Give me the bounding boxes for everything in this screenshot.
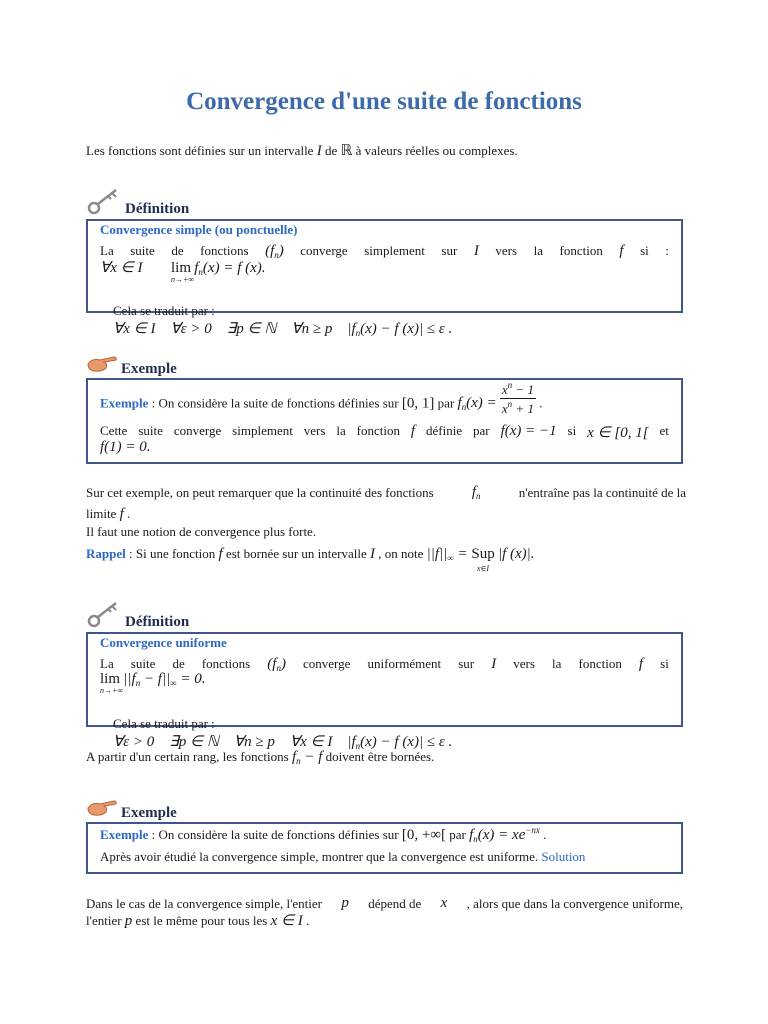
math-fn <box>472 484 481 505</box>
math-fraction <box>500 380 536 417</box>
math-f: f <box>410 423 416 439</box>
word: fonction <box>559 243 603 258</box>
text: : On considère la suite de fonctions définies sur <box>151 395 399 411</box>
sup-text: Sup <box>471 546 495 562</box>
math-I: I <box>370 546 375 562</box>
math-text: − f <box>300 749 323 765</box>
math-f: f <box>638 656 644 672</box>
rappel-line <box>86 545 535 573</box>
intro-text: de <box>324 143 338 158</box>
word: converge <box>303 656 351 671</box>
subscript: n <box>276 663 281 673</box>
word: si <box>567 423 577 438</box>
math-text: f <box>471 484 476 500</box>
subscript: ∞ <box>447 553 454 563</box>
text: , alors que dans la convergence uniforme, <box>466 896 683 911</box>
solution-link[interactable]: Solution <box>541 849 586 864</box>
definition-box-simple <box>86 219 683 338</box>
math-text: (x) − f (x)| ≤ ε . <box>360 734 453 750</box>
text: . <box>306 913 310 928</box>
text: l'entier <box>86 913 122 928</box>
subscript: ∞ <box>170 678 177 688</box>
math-abs: |f (x)|. <box>497 546 535 562</box>
word: suite <box>138 423 163 438</box>
word: sur <box>441 243 458 258</box>
math-R: ℝ <box>340 143 353 159</box>
text: . <box>543 827 547 842</box>
word: vers <box>513 656 535 671</box>
subscript: n <box>476 491 481 501</box>
math-I: I <box>316 143 322 159</box>
subscript: n <box>355 741 361 751</box>
example-label: Exemple <box>100 827 149 842</box>
definition-box-uniform <box>86 632 683 751</box>
math-text: ∀x ∈ I ∀ε > 0 ∃p ∈ ℕ ∀n ≥ p |f <box>113 321 356 337</box>
lim-subscript: n→+∞ <box>100 686 124 695</box>
math-forall: ∀x ∈ I <box>100 260 143 276</box>
example-line <box>100 423 669 442</box>
rappel-label: Rappel <box>86 546 126 561</box>
text: Dans le cas de la convergence simple, l'entier <box>86 896 323 911</box>
math-expr: x ∈ [0, 1[ <box>587 425 649 441</box>
word: si <box>660 656 669 671</box>
math-text: ||f <box>123 671 136 687</box>
text: Cela se traduit par : <box>113 716 215 731</box>
word: fonction <box>578 656 622 671</box>
math-text: ) <box>280 656 286 672</box>
word: La <box>100 656 114 671</box>
word: converge <box>300 243 348 258</box>
word: fonctions <box>200 243 249 258</box>
word: la <box>336 423 346 438</box>
text: , on note <box>378 546 424 561</box>
math-text: (x) − f (x)| ≤ ε . <box>360 321 453 337</box>
subscript: n <box>198 267 203 277</box>
text: A partir d'un certain rang, les fonctions <box>86 749 289 764</box>
key-icon <box>86 599 122 629</box>
word: converge <box>173 423 222 438</box>
math-text: f <box>457 395 462 412</box>
word: suite <box>130 243 155 258</box>
example-header: Exemple <box>121 361 177 377</box>
final-line <box>86 895 683 912</box>
word: fonction <box>356 423 400 438</box>
text: . <box>539 395 543 411</box>
math-expr <box>292 749 322 765</box>
word: : <box>665 243 669 258</box>
definition-subtitle: Convergence simple (ou ponctuelle) <box>100 222 298 237</box>
final-line <box>86 912 683 930</box>
math-text: f <box>469 827 474 843</box>
word: vers <box>303 423 326 438</box>
definition-header: Définition <box>125 614 190 630</box>
math-expr: x ∈ I <box>270 913 303 929</box>
math-interval: [0, 1] <box>401 395 435 412</box>
word: uniformément <box>367 656 442 671</box>
text: : Si une fonction <box>128 546 216 561</box>
math-sup <box>471 545 495 573</box>
word: Cette <box>100 423 128 438</box>
text: est bornée sur un intervalle <box>225 546 367 561</box>
math-expr: f(x) = −1 <box>500 423 557 439</box>
key-icon <box>86 186 122 216</box>
intro-text: Les fonctions sont définies sur un intervalle <box>86 143 314 158</box>
example-line <box>100 825 546 844</box>
remark-line <box>86 505 686 523</box>
remark-line <box>86 748 434 770</box>
math-f: f <box>119 506 124 522</box>
math-expr: f(1) = 0. <box>100 439 151 455</box>
example-header: Exemple <box>121 805 177 821</box>
sup-subscript: x∈I <box>476 564 490 573</box>
subscript: n <box>274 250 279 260</box>
math-f: f <box>218 546 223 562</box>
math-I: I <box>473 243 479 259</box>
definition-line <box>100 258 266 284</box>
math-expr <box>123 671 205 687</box>
word: par <box>473 423 490 438</box>
subscript: n <box>461 402 467 413</box>
math-text: − 1 <box>512 382 534 397</box>
superscript: n <box>507 399 513 409</box>
math-text: x <box>501 382 508 397</box>
word: la <box>533 243 543 258</box>
lim-text: lim <box>100 671 121 687</box>
word: vers <box>495 243 518 258</box>
text: Sur cet exemple, on peut remarquer que la continuité des fonctions <box>86 485 434 500</box>
math-text: ||f|| <box>426 546 448 562</box>
math-text: = <box>453 546 472 562</box>
subscript: n <box>135 678 141 688</box>
word: la <box>552 656 562 671</box>
math-text: ∀ε > 0 ∃p ∈ ℕ ∀n ≥ p ∀x ∈ I |f <box>113 734 356 750</box>
word: sur <box>458 656 475 671</box>
intro-text: à valeurs réelles ou complexes. <box>355 143 518 158</box>
remark-text: Il faut une notion de convergence plus forte. <box>86 524 317 539</box>
example-box-1 <box>86 378 683 464</box>
math-fn <box>457 395 496 411</box>
math-text: (f <box>265 243 275 259</box>
word: simplement <box>364 243 425 258</box>
math-text: (x) = f (x). <box>202 260 266 276</box>
superscript: n <box>507 380 513 390</box>
text: dépend de <box>368 896 422 911</box>
math-x: x <box>440 895 448 911</box>
text: par <box>449 827 466 842</box>
pointing-hand-icon <box>86 796 118 818</box>
denominator <box>500 399 536 417</box>
word: et <box>659 423 669 438</box>
lim-subscript: n→+∞ <box>170 275 195 284</box>
definition-line <box>100 671 206 695</box>
definition-header: Définition <box>125 201 190 217</box>
word: simplement <box>232 423 293 438</box>
math-limit <box>170 260 195 284</box>
math-text: f <box>291 749 297 765</box>
text: doivent être bornées. <box>325 749 435 764</box>
math-fn <box>265 243 284 260</box>
text: Cela se traduit par : <box>113 303 215 318</box>
math-interval: [0, +∞[ <box>401 827 446 843</box>
example-line <box>100 849 585 865</box>
word: définie <box>426 423 463 438</box>
word: suite <box>130 656 156 671</box>
math-I: I <box>491 656 497 672</box>
text: limite <box>86 506 117 521</box>
math-norm <box>427 546 472 562</box>
math-text: = 0. <box>176 671 206 687</box>
word: La <box>100 243 114 258</box>
math-expr <box>194 260 265 276</box>
example-box-2 <box>86 822 683 874</box>
math-text: (f <box>267 656 277 672</box>
math-text: − f|| <box>140 671 171 687</box>
subscript: n <box>473 834 478 844</box>
pointing-hand-icon <box>86 352 118 374</box>
math-p: p <box>341 895 349 911</box>
example-label: Exemple <box>100 395 149 411</box>
intro-paragraph <box>86 142 518 160</box>
text: : On considère la suite de fonctions définies sur <box>151 827 399 842</box>
math-limit <box>100 671 124 695</box>
math-fn <box>469 827 540 843</box>
superscript: −nx <box>525 825 540 835</box>
math-p: p <box>124 913 133 929</box>
word: fonctions <box>201 656 251 671</box>
remark-paragraph <box>86 484 686 523</box>
math-quantifiers <box>113 321 452 337</box>
text: . <box>127 506 131 521</box>
math-text: (x) = xe <box>477 827 526 843</box>
math-text: + 1 <box>512 401 534 416</box>
math-text: ) <box>278 243 284 259</box>
definition-subtitle: Convergence uniforme <box>100 635 227 650</box>
text: est le même pour tous les <box>135 913 268 928</box>
page-title: Convergence d'une suite de fonctions <box>186 88 582 115</box>
math-fn <box>267 656 286 673</box>
example-line <box>100 380 543 423</box>
numerator <box>500 380 536 399</box>
math-text: f <box>194 260 199 276</box>
remark-line <box>86 484 686 505</box>
subscript: n <box>296 756 301 766</box>
math-text: (x) = <box>466 395 497 412</box>
text: Après avoir étudié la convergence simple, montrer que la convergence est uniforme. <box>100 849 539 864</box>
subscript: n <box>355 328 361 338</box>
definition-line <box>100 287 452 354</box>
final-paragraph <box>86 895 683 930</box>
lim-text: lim <box>170 260 191 276</box>
text: n'entraîne pas la continuité de la <box>518 485 686 500</box>
text: par <box>437 395 455 411</box>
word: de <box>172 656 185 671</box>
word: de <box>171 243 184 258</box>
math-f: f <box>619 243 624 259</box>
math-text: x <box>501 401 508 416</box>
word: si <box>640 243 649 258</box>
